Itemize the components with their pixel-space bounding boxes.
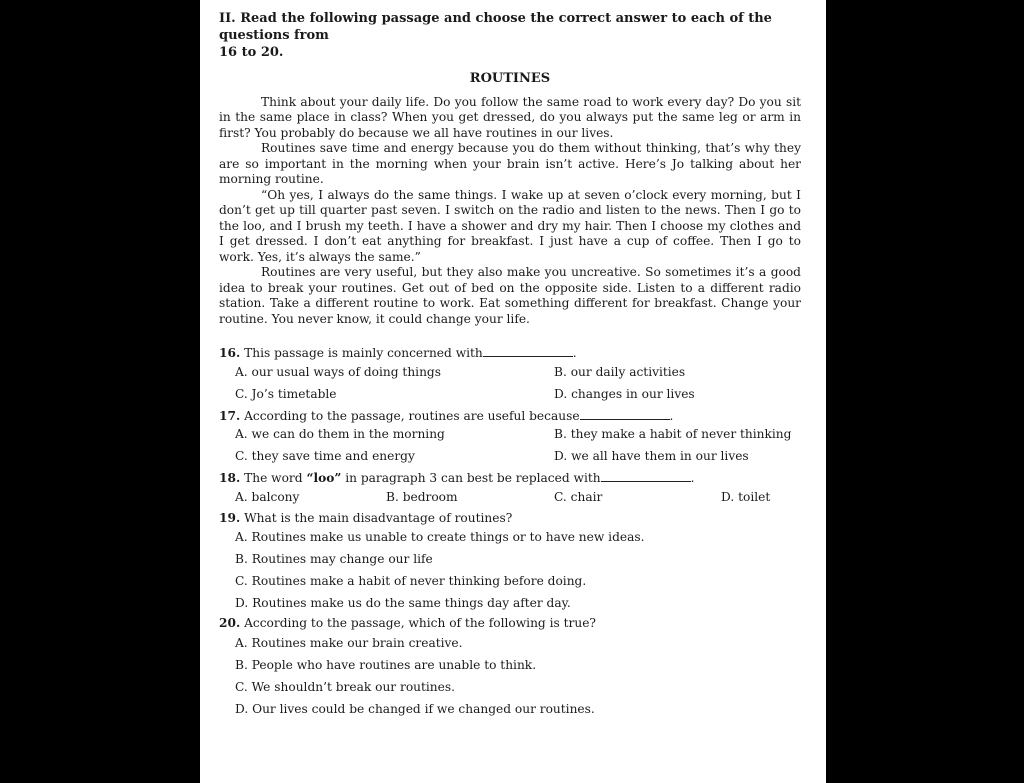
option-a[interactable]: A. Routines make our brain creative. [235,635,463,650]
answer-blank [601,470,691,482]
worksheet-content [219,10,801,720]
answer-blank [483,345,573,357]
option-d[interactable]: D. Our lives could be changed if we changed our routines. [235,701,595,716]
question-19-stem: 19. What is the main disadvantage of routines? [219,510,513,525]
question-17 [219,408,801,469]
passage-title: ROUTINES [469,71,551,86]
option-c[interactable]: C. chair [554,489,603,504]
instruction-line-1: II. Read the following passage and choose the correct answer to each of the questions from [219,11,772,43]
question-18 [219,470,801,509]
question-17-stem: 17. According to the passage, routines are useful because . [219,408,674,423]
option-c[interactable]: C. they save time and energy [235,449,415,463]
option-b[interactable]: B. People who have routines are unable to think. [235,657,537,672]
question-16-options-row2 [219,384,801,406]
option-b[interactable]: B. Routines may change our life [235,552,433,566]
paragraph-2: Routines save time and energy because you do them without thinking, that’s why they are so important in the morning when your brain isn’t active. Here’s Jo talking about her morning routine. [219,141,801,186]
question-16 [219,345,801,406]
question-17-options-row2 [219,446,801,468]
highlighted-word: “loo” [306,471,342,485]
paragraph-1: Think about your daily life. Do you follow the same road to work every day? Do you sit in the same place in class? When you get dressed, do you always put the same leg or arm in first? You probably do because we all have routines in our lives. [219,94,801,140]
option-a[interactable]: A. our usual ways of doing things [235,364,441,379]
option-d[interactable]: D. Routines make us do the same things day after day. [235,596,571,610]
option-a[interactable]: A. Routines make us unable to create things or to have new ideas. [235,530,645,544]
option-b[interactable]: B. they make a habit of never thinking [554,427,792,441]
question-19 [219,511,801,615]
option-b[interactable]: B. bedroom [386,489,458,504]
option-d[interactable]: D. toilet [721,489,771,504]
question-18-stem: 18. The word “loo” in paragraph 3 can best be replaced with . [219,471,695,485]
question-20 [219,616,801,720]
question-16-stem: 16. This passage is mainly concerned with . [219,346,577,360]
option-a[interactable]: A. we can do them in the morning [235,427,445,441]
option-a[interactable]: A. balcony [235,489,300,504]
option-c[interactable]: C. We shouldn’t break our routines. [235,679,455,694]
question-16-options-row1 [219,362,801,384]
paragraph-4: Routines are very useful, but they also make you uncreative. So sometimes it’s a good idea to break your routines. Get out of bed on the opposite side. Listen to a different radio station. Take a different routine to work. Eat something different for breakfast. Change your routine. You never know, it could change your life. [219,265,801,326]
question-18-options [219,487,801,509]
paragraph-3: “Oh yes, I always do the same things. I wake up at seven o’clock every morning, but I don’t get up till quarter past seven. I switch on the radio and listen to the news. Then I go to the loo, and I brush my teeth. I have a shower and dry my hair. Then I choose my clothes and I get dressed. I don’t eat anything for breakfast. I just have a cup of coffee. Then I go to work. Yes, it’s always the same.” [219,187,801,264]
option-d[interactable]: D. changes in our lives [554,386,695,401]
option-d[interactable]: D. we all have them in our lives [554,449,749,463]
option-c[interactable]: C. Jo’s timetable [235,386,337,401]
answer-blank [580,408,670,420]
question-17-options-row1 [219,424,801,446]
option-b[interactable]: B. our daily activities [554,364,686,379]
worksheet-page [200,0,826,783]
option-c[interactable]: C. Routines make a habit of never thinking before doing. [235,574,587,588]
instruction [219,10,801,61]
instruction-line-2: 16 to 20. [219,45,284,60]
question-20-stem: 20. According to the passage, which of the following is true? [219,616,596,630]
